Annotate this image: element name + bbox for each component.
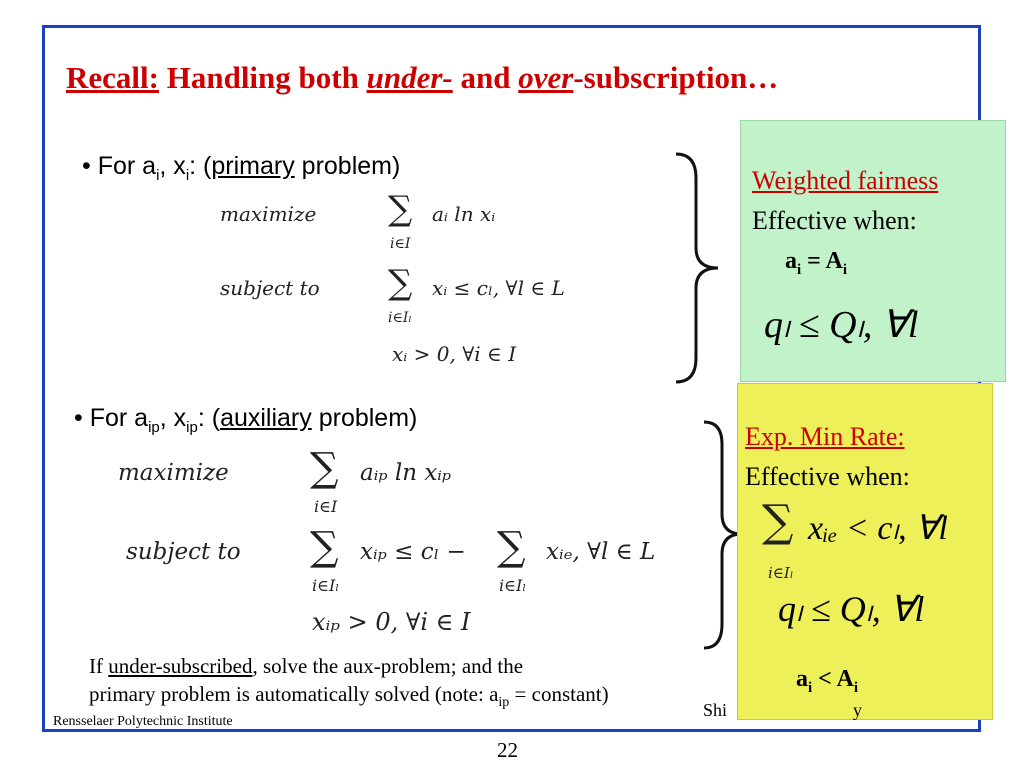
primary-bullet — [82, 152, 400, 184]
wf-cond-sub2: i — [842, 261, 848, 278]
primary-sum-symbol-1: ∑ — [388, 189, 413, 229]
primary-sum-symbol-2: ∑ — [388, 263, 413, 303]
author-fragment — [703, 700, 862, 721]
exp-min-rate-formula-1-index: i∈Iₗ — [768, 564, 794, 582]
weighted-fairness-heading: Weighted fairness — [752, 166, 939, 195]
wf-cond-sub: i — [797, 261, 802, 278]
note-text — [89, 652, 609, 717]
slide-title — [66, 60, 778, 96]
auxiliary-subject-to-label: subject to — [126, 539, 241, 565]
auxiliary-maximize-label: maximize — [118, 460, 229, 486]
primary-constraint-2: xᵢ > 0, ∀i ∈ I — [392, 342, 517, 366]
auxiliary-bullet — [74, 404, 417, 436]
auxiliary-objective: aᵢₚ ln xᵢₚ — [360, 460, 452, 486]
auxiliary-sum-symbol-1: ∑ — [310, 445, 339, 491]
author-fragment-text: Shi — [703, 700, 728, 720]
wf-cond-eq: = A — [801, 248, 843, 274]
auxiliary-sum-symbol-2: ∑ — [310, 524, 339, 570]
note-under-subscribed: under-subscribed — [108, 654, 253, 678]
auxiliary-colon: : ( — [197, 404, 221, 432]
exp-min-rate-formula-1: xᵢₑ < cₗ, ∀l — [808, 510, 948, 547]
emr-cond-lt: < A — [812, 666, 854, 692]
exp-min-rate-sum-symbol: ∑ — [762, 496, 794, 547]
title-over: over — [518, 60, 574, 95]
note-text-4: = constant) — [509, 682, 609, 706]
primary-objective-index: i∈I — [390, 236, 411, 252]
auxiliary-sub-x: ip — [186, 419, 198, 436]
auxiliary-prefix: • For a — [74, 404, 149, 432]
auxiliary-sum-symbol-3: ∑ — [497, 524, 526, 570]
auxiliary-constraint-1a: xᵢₚ ≤ cₗ − — [360, 539, 466, 565]
primary-prefix: • For a — [82, 152, 157, 180]
primary-mid: , x — [159, 152, 186, 180]
title-under: under- — [366, 60, 453, 95]
primary-suffix: problem) — [294, 152, 401, 180]
author-tail-text: y — [853, 700, 862, 720]
weighted-fairness-effective: Effective when: — [752, 206, 917, 235]
auxiliary-objective-index: i∈I — [314, 497, 338, 516]
primary-constraint-1-index: i∈Iₗ — [388, 310, 412, 326]
weighted-fairness-formula: qₗ ≤ Qₗ, ∀l — [764, 304, 919, 346]
exp-min-rate-condition — [796, 666, 858, 697]
title-text-1: Handling both — [158, 60, 367, 95]
auxiliary-keyword: auxiliary — [220, 404, 312, 432]
auxiliary-mid: , x — [159, 404, 187, 432]
primary-subject-to-label: subject to — [220, 276, 320, 300]
title-recall: Recall: — [66, 60, 159, 95]
auxiliary-constraint-1-index-b: i∈Iₗ — [499, 576, 527, 595]
auxiliary-constraint-1b: xᵢₑ, ∀l ∈ L — [546, 539, 656, 565]
weighted-fairness-condition — [785, 248, 847, 279]
emr-cond-a: a — [796, 666, 808, 692]
auxiliary-sub-a: ip — [148, 419, 160, 436]
emr-cond-sub: i — [808, 679, 813, 696]
note-text-3: primary problem is automatically solved (note: a — [89, 682, 499, 706]
note-sub: ip — [498, 695, 510, 711]
emr-cond-sub2: i — [853, 679, 859, 696]
primary-sub-a: i — [156, 167, 160, 184]
primary-sub-x: i — [185, 167, 190, 184]
auxiliary-constraint-1-index-a: i∈Iₗ — [312, 576, 340, 595]
primary-maximize-label: maximize — [220, 202, 317, 226]
primary-constraint-1: xᵢ ≤ cₗ, ∀l ∈ L — [432, 276, 565, 300]
exp-min-rate-effective: Effective when: — [745, 462, 910, 491]
exp-min-rate-formula-2: qₗ ≤ Qₗ, ∀l — [778, 589, 925, 629]
title-text-2: and — [452, 60, 519, 95]
page-number: 22 — [497, 738, 518, 762]
note-text-1: If — [89, 654, 109, 678]
institution-footer: Rensselaer Polytechnic Institute — [53, 714, 233, 729]
auxiliary-suffix: problem) — [311, 404, 418, 432]
exp-min-rate-heading: Exp. Min Rate: — [745, 422, 905, 451]
primary-colon: : ( — [189, 152, 212, 180]
primary-keyword: primary — [211, 152, 295, 180]
primary-brace — [672, 152, 722, 384]
auxiliary-constraint-2: xᵢₚ > 0, ∀i ∈ I — [312, 608, 471, 636]
title-text-3: -subscription… — [573, 60, 779, 95]
note-text-2: , solve the aux-problem; and the — [252, 654, 524, 678]
wf-cond-a: a — [785, 248, 797, 274]
primary-objective: aᵢ ln xᵢ — [432, 202, 496, 226]
